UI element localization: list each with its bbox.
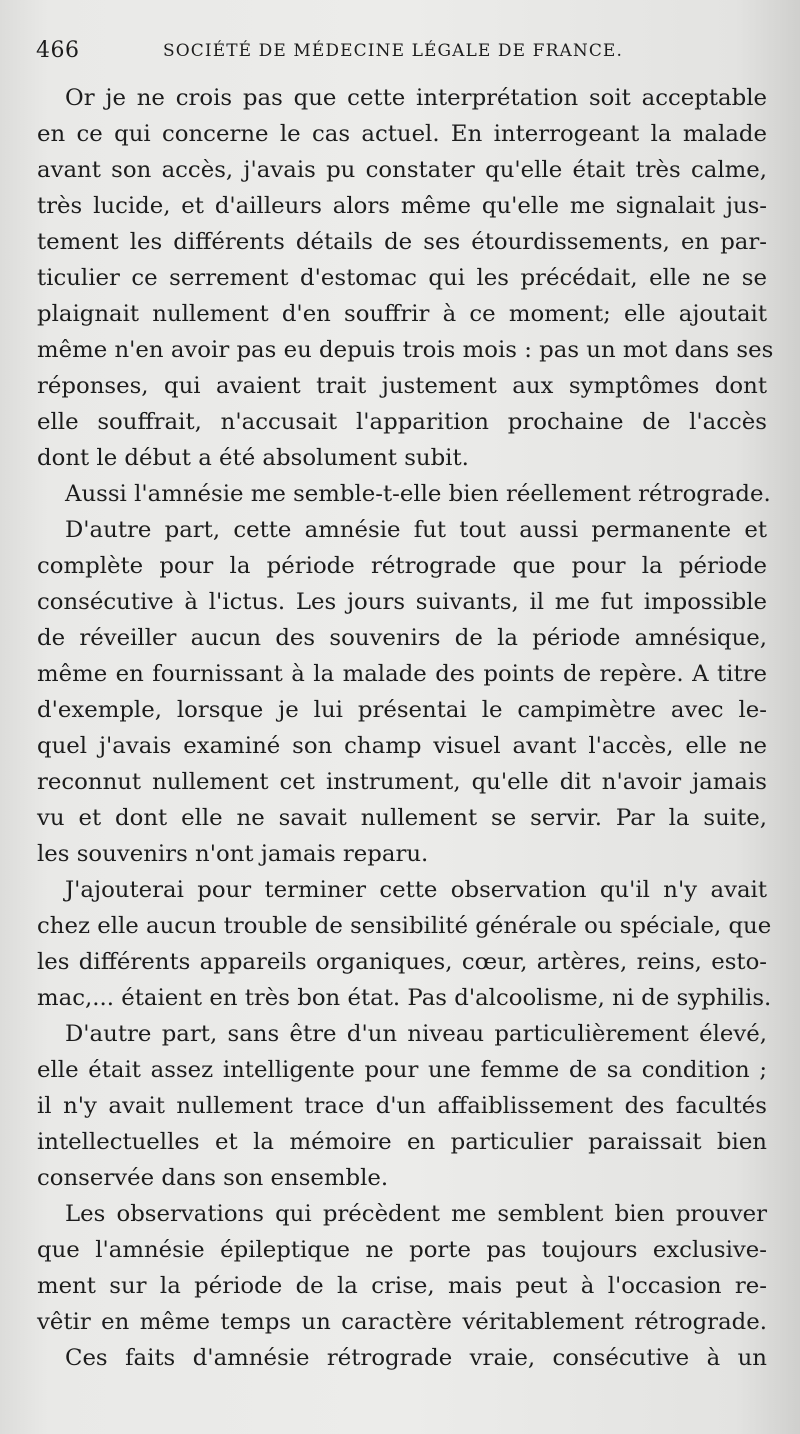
text-line: vu et dont elle ne savait nullement se servir. Par la suite,	[37, 805, 767, 831]
text-line: avant son accès, j'avais pu constater qu'elle était très calme,	[37, 157, 767, 183]
running-head: SOCIÉTÉ DE MÉDECINE LÉGALE DE FRANCE.	[163, 41, 623, 61]
text-line: ment sur la période de la crise, mais peut à l'occasion re-	[37, 1273, 767, 1299]
text-line: elle souffrait, n'accusait l'apparition prochaine de l'accès	[37, 409, 767, 435]
text-line: D'autre part, cette amnésie fut tout aussi permanente et	[65, 517, 767, 543]
text-line: en ce qui concerne le cas actuel. En interrogeant la malade	[37, 121, 767, 147]
text-line: reconnut nullement cet instrument, qu'elle dit n'avoir jamais	[37, 769, 767, 795]
text-line: consécutive à l'ictus. Les jours suivants, il me fut impossible	[37, 589, 767, 615]
text-line: même en fournissant à la malade des points de repère. A titre	[37, 661, 767, 687]
text-line: ticulier ce serrement d'estomac qui les précédait, elle ne se	[37, 265, 767, 291]
text-line: elle était assez intelligente pour une femme de sa condition ;	[37, 1057, 767, 1083]
text-line: J'ajouterai pour terminer cette observation qu'il n'y avait	[65, 877, 767, 903]
text-line: d'exemple, lorsque je lui présentai le campimètre avec le-	[37, 697, 767, 723]
text-line: Les observations qui précèdent me semblent bien prouver	[65, 1201, 767, 1227]
text-line: complète pour la période rétrograde que pour la période	[37, 553, 767, 579]
text-line: vêtir en même temps un caractère véritablement rétrograde.	[37, 1309, 767, 1335]
body-text	[37, 80, 774, 1376]
text-line: Aussi l'amnésie me semble-t-elle bien réellement rétrograde.	[65, 481, 771, 507]
text-line: conservée dans son ensemble.	[37, 1165, 389, 1191]
text-line: que l'amnésie épileptique ne porte pas toujours exclusive-	[37, 1237, 767, 1263]
text-line: réponses, qui avaient trait justement aux symptômes dont	[37, 373, 767, 399]
text-line: il n'y avait nullement trace d'un affaiblissement des facultés	[37, 1093, 767, 1119]
text-line: les différents appareils organiques, cœur, artères, reins, esto-	[37, 949, 767, 975]
text-line: mac,... étaient en très bon état. Pas d'alcoolisme, ni de syphilis.	[37, 985, 772, 1011]
text-line: tement les différents détails de ses étourdissements, en par-	[37, 229, 767, 255]
page-number: 466	[36, 38, 80, 63]
text-line: chez elle aucun trouble de sensibilité générale ou spéciale, que	[37, 913, 772, 939]
text-line: intellectuelles et la mémoire en particulier paraissait bien	[37, 1129, 767, 1155]
text-line: les souvenirs n'ont jamais reparu.	[37, 841, 429, 867]
text-line: de réveiller aucun des souvenirs de la période amnésique,	[37, 625, 767, 651]
text-line: plaignait nullement d'en souffrir à ce moment; elle ajoutait	[37, 301, 767, 327]
text-line: Ces faits d'amnésie rétrograde vraie, consécutive à un	[65, 1345, 767, 1371]
text-line: très lucide, et d'ailleurs alors même qu'elle me signalait jus-	[37, 193, 767, 219]
text-line: même n'en avoir pas eu depuis trois mois : pas un mot dans ses	[37, 337, 774, 363]
text-line: quel j'avais examiné son champ visuel avant l'accès, elle ne	[37, 733, 767, 759]
page-header	[36, 38, 736, 72]
text-line: D'autre part, sans être d'un niveau particulièrement élevé,	[65, 1021, 767, 1047]
text-line: dont le début a été absolument subit.	[37, 445, 469, 471]
text-line: Or je ne crois pas que cette interprétation soit acceptable	[65, 85, 767, 111]
